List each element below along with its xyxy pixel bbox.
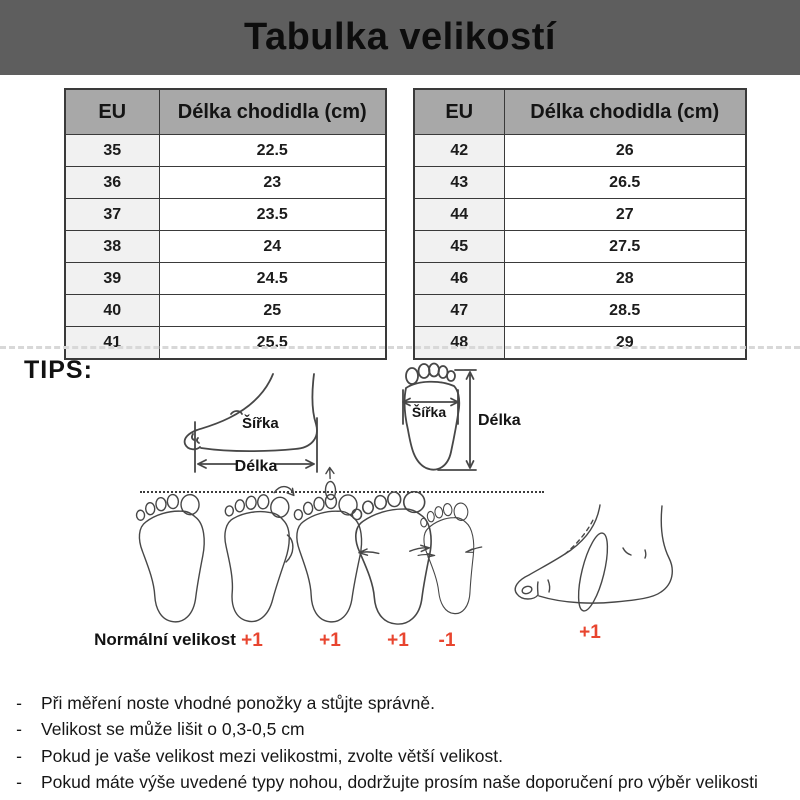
cell-eu-size: 48 xyxy=(414,327,504,360)
cell-foot-length: 25.5 xyxy=(159,327,386,360)
size-table-eu-42-48 xyxy=(413,88,747,360)
note-item xyxy=(14,769,794,795)
foot-narrow-illustration xyxy=(412,492,490,632)
table-header-row xyxy=(65,89,386,135)
cell-eu-size: 44 xyxy=(414,199,504,231)
cell-foot-length: 26 xyxy=(504,135,746,167)
foot-type-label-plus1-longtoe: +1 xyxy=(319,630,341,651)
cell-eu-size: 41 xyxy=(65,327,159,360)
cell-foot-length: 24 xyxy=(159,231,386,263)
column-header-length: Délka chodidla (cm) xyxy=(504,89,746,135)
foot-type-label-plus1-instep: +1 xyxy=(579,622,601,643)
cell-foot-length: 22.5 xyxy=(159,135,386,167)
note-item xyxy=(14,716,794,742)
table-row xyxy=(65,231,386,263)
bullet-dash: - xyxy=(16,693,22,713)
header-banner xyxy=(0,0,800,75)
cell-foot-length: 29 xyxy=(504,327,746,360)
cell-foot-length: 23 xyxy=(159,167,386,199)
top-width-label: Šířka xyxy=(411,404,447,420)
column-header-length: Délka chodidla (cm) xyxy=(159,89,386,135)
cell-eu-size: 40 xyxy=(65,295,159,327)
table-row xyxy=(414,327,746,360)
cell-foot-length: 24.5 xyxy=(159,263,386,295)
cell-foot-length: 26.5 xyxy=(504,167,746,199)
table-row xyxy=(414,199,746,231)
table-row xyxy=(65,167,386,199)
table-row xyxy=(414,135,746,167)
cell-eu-size: 35 xyxy=(65,135,159,167)
note-text: Při měření noste vhodné ponožky a stůjte správně. xyxy=(41,693,435,713)
cell-eu-size: 39 xyxy=(65,263,159,295)
cell-eu-size: 36 xyxy=(65,167,159,199)
foot-top-measure-diagram xyxy=(398,362,563,482)
bullet-dash: - xyxy=(16,772,22,793)
table-row xyxy=(65,199,386,231)
foot-type-label-minus1-narrow: -1 xyxy=(438,630,456,651)
table-header-row xyxy=(414,89,746,135)
table-row xyxy=(414,231,746,263)
notes-list xyxy=(14,690,794,796)
cell-eu-size: 43 xyxy=(414,167,504,199)
side-length-label: Délka xyxy=(234,458,278,475)
cell-eu-size: 45 xyxy=(414,231,504,263)
note-item xyxy=(14,743,794,769)
foot-side-measure-diagram xyxy=(145,362,360,484)
cell-foot-length: 28.5 xyxy=(504,295,746,327)
page-title: Tabulka velikostí xyxy=(244,16,556,58)
cell-eu-size: 42 xyxy=(414,135,504,167)
note-text: Velikost se může lišit o 0,3-0,5 cm xyxy=(41,719,305,740)
foot-normal-illustration xyxy=(130,492,220,632)
size-table-eu-35-41 xyxy=(64,88,387,360)
table-row xyxy=(414,295,746,327)
column-header-eu: EU xyxy=(414,89,504,135)
foot-type-label-plus1-wide: +1 xyxy=(387,630,409,651)
tips-heading: TIPS: xyxy=(24,356,93,384)
bullet-dash: - xyxy=(16,719,22,740)
table-row xyxy=(65,263,386,295)
cell-foot-length: 28 xyxy=(504,263,746,295)
cell-eu-size: 37 xyxy=(65,199,159,231)
section-divider xyxy=(0,346,800,349)
note-text: Pokud je vaše velikost mezi velikostmi, zvolte větší velikost. xyxy=(41,745,503,766)
note-item xyxy=(14,690,794,716)
top-length-label: Délka xyxy=(478,412,521,429)
table-row xyxy=(414,263,746,295)
cell-foot-length: 23.5 xyxy=(159,199,386,231)
foot-type-label-plus1-bunion: +1 xyxy=(241,630,263,651)
cell-foot-length: 27 xyxy=(504,199,746,231)
cell-foot-length: 25 xyxy=(159,295,386,327)
foot-type-label-normal: Normální velikost xyxy=(94,630,236,649)
side-width-label: Šířka xyxy=(242,415,279,432)
cell-eu-size: 46 xyxy=(414,263,504,295)
bullet-dash: - xyxy=(16,745,22,766)
cell-eu-size: 47 xyxy=(414,295,504,327)
table-row xyxy=(414,167,746,199)
note-text: Pokud máte výše uvedené typy nohou, dodržujte prosím naše doporučení pro výběr velikosti xyxy=(41,772,758,793)
table-row xyxy=(65,135,386,167)
table-row xyxy=(65,295,386,327)
cell-eu-size: 38 xyxy=(65,231,159,263)
cell-foot-length: 27.5 xyxy=(504,231,746,263)
foot-high-instep-illustration xyxy=(505,500,700,630)
column-header-eu: EU xyxy=(65,89,159,135)
table-row xyxy=(65,327,386,360)
